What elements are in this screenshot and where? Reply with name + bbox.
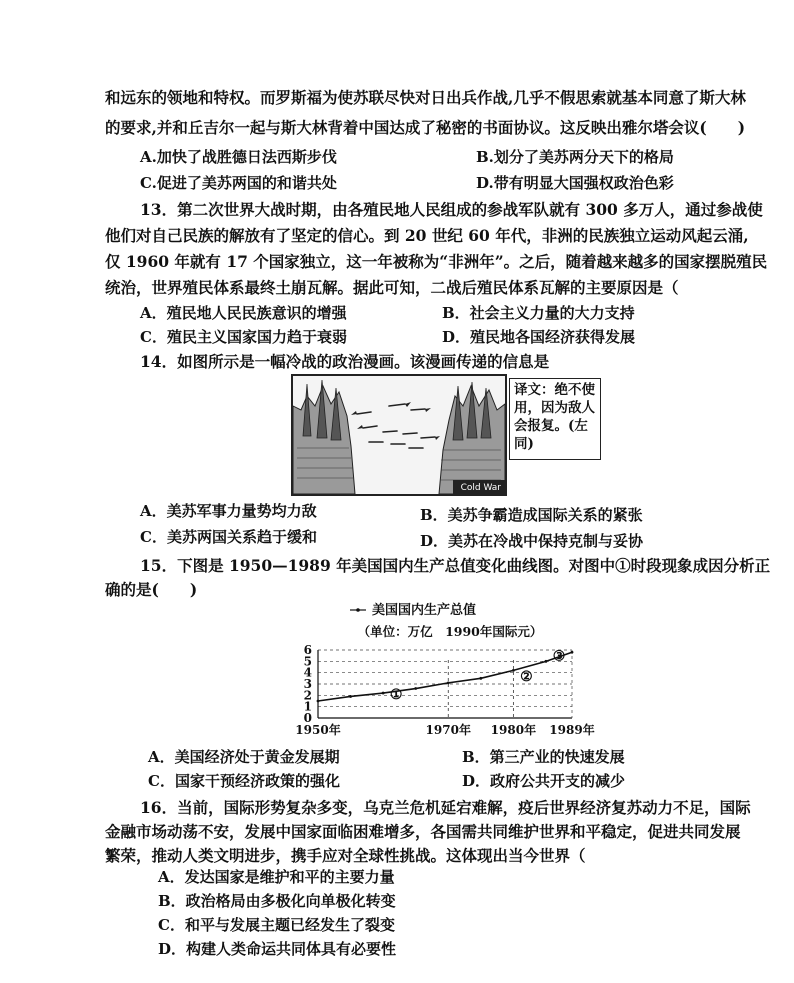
q15-option-b[interactable]: B．第三产业的快速发展	[462, 748, 625, 766]
q13-option-c[interactable]: C．殖民主义国家国力趋于衰弱	[140, 328, 347, 346]
y-tick-label: 4	[303, 665, 312, 680]
chart-title: 美国国内生产总值	[372, 603, 477, 618]
q14-option-d[interactable]: D．美苏在冷战中保持克制与妥协	[420, 532, 644, 550]
q12-text-line1: 和远东的领地和特权。而罗斯福为使苏联尽快对日出兵作战,几乎不假思索就基本同意了斯大林	[105, 88, 746, 107]
period-marker-2: ②	[520, 669, 533, 686]
q16-text-line3: 繁荣，推动人类文明进步，携手应对全球性挑战。这体现出当今世界（	[105, 846, 586, 865]
q15-option-d[interactable]: D．政府公共开支的减少	[462, 772, 626, 790]
gdp-series-line	[318, 652, 572, 704]
cartoon-drawing	[293, 376, 505, 494]
gdp-data-point	[414, 687, 417, 690]
y-tick-label: 5	[303, 654, 312, 669]
q13-option-a[interactable]: A．殖民地人民民族意识的增强	[140, 304, 347, 322]
y-tick-label: 3	[303, 677, 312, 691]
y-tick-label: 0	[303, 711, 312, 725]
cold-war-cartoon	[291, 374, 507, 496]
x-tick-label: 1980年	[490, 723, 537, 737]
chart-subtitle: （单位：万亿 1990年国际元）	[357, 624, 543, 639]
gdp-chart-svg	[290, 600, 610, 750]
q12-option-d[interactable]: D.带有明显大国强权政治色彩	[476, 174, 674, 192]
q12-option-c[interactable]: C.促进了美苏两国的和谐共处	[140, 174, 337, 192]
x-tick-label: 1970年	[425, 723, 471, 737]
cartoon-translation-box: 译文：绝不使用，因为敌人会报复。(左同)	[509, 378, 601, 460]
cartoon-caption: Cold War	[460, 483, 501, 493]
q12-option-b[interactable]: B.划分了美苏两分天下的格局	[476, 148, 674, 166]
x-tick-label: 1989年	[549, 723, 595, 737]
gdp-data-point	[447, 681, 450, 684]
y-tick-label: 1	[303, 699, 312, 714]
q13-text-line2: 他们对自己民族的解放有了坚定的信心。到 20 世纪 60 年代，非洲的民族独立运动风起云涌,	[105, 226, 749, 245]
q14-option-b[interactable]: B．美苏争霸造成国际关系的紧张	[420, 506, 643, 524]
gdp-data-point	[571, 651, 574, 654]
q15-option-a[interactable]: A．美国经济处于黄金发展期	[148, 748, 340, 766]
q13-text-line4: 统治，世界殖民体系最终土崩瓦解。据此可知，二战后殖民体系瓦解的主要原因是（	[105, 278, 679, 297]
gdp-data-point	[545, 660, 548, 663]
q15-text-line1: 15．下图是 1950—1989 年美国国内生产总值变化曲线图。对图中①时段现象成因分析正	[140, 556, 771, 575]
q12-option-a[interactable]: A.加快了战胜德日法西斯步伐	[140, 148, 337, 166]
q15-text-line2: 确的是( )	[105, 580, 198, 599]
q13-option-b[interactable]: B．社会主义力量的大力支持	[442, 304, 635, 322]
q13-text-line1: 13．第二次世界大战时期，由各殖民地人民组成的参战军队就有 300 多万人，通过参战使	[140, 200, 763, 219]
q16-option-c[interactable]: C．和平与发展主题已经发生了裂变	[158, 916, 395, 934]
q13-text-line3: 仅 1960 年就有 17 个国家独立，这一年被称为“非洲年”。之后，随着越来越多的国家摆脱殖民	[105, 252, 768, 271]
q13-option-d[interactable]: D．殖民地各国经济获得发展	[442, 328, 636, 346]
q16-text-line1: 16．当前，国际形势复杂多变，乌克兰危机延宕难解，疫后世界经济复苏动力不足，国际	[140, 798, 751, 817]
period-marker-3: ③	[552, 648, 566, 665]
gdp-data-point	[317, 700, 320, 703]
q14-option-a[interactable]: A．美苏军事力量势均力敌	[140, 502, 317, 520]
gdp-data-point	[349, 695, 352, 698]
y-tick-label: 6	[303, 643, 312, 657]
q16-option-d[interactable]: D．构建人类命运共同体具有必要性	[158, 940, 397, 958]
legend-marker	[356, 608, 360, 612]
gdp-data-point	[512, 669, 515, 672]
gdp-data-point	[479, 677, 482, 680]
q16-option-b[interactable]: B．政治格局由多极化向单极化转变	[158, 892, 396, 910]
q14-text-line1: 14．如图所示是一幅冷战的政治漫画。该漫画传递的信息是	[140, 352, 550, 371]
q16-option-a[interactable]: A．发达国家是维护和平的主要力量	[158, 868, 395, 886]
x-tick-label: 1950年	[295, 723, 341, 737]
q14-option-c[interactable]: C．美苏两国关系趋于缓和	[140, 528, 317, 546]
y-tick-label: 2	[303, 688, 312, 703]
q15-option-c[interactable]: C．国家干预经济政策的强化	[148, 772, 340, 790]
gdp-chart	[290, 600, 610, 750]
gdp-data-point	[382, 692, 385, 695]
period-marker-1: ①	[389, 687, 403, 704]
q16-text-line2: 金融市场动荡不安，发展中国家面临困难增多，各国需共同维护世界和平稳定，促进共同发展	[105, 822, 741, 841]
q12-text-line2: 的要求,并和丘吉尔一起与斯大林背着中国达成了秘密的书面协议。这反映出雅尔塔会议( )	[105, 118, 746, 137]
